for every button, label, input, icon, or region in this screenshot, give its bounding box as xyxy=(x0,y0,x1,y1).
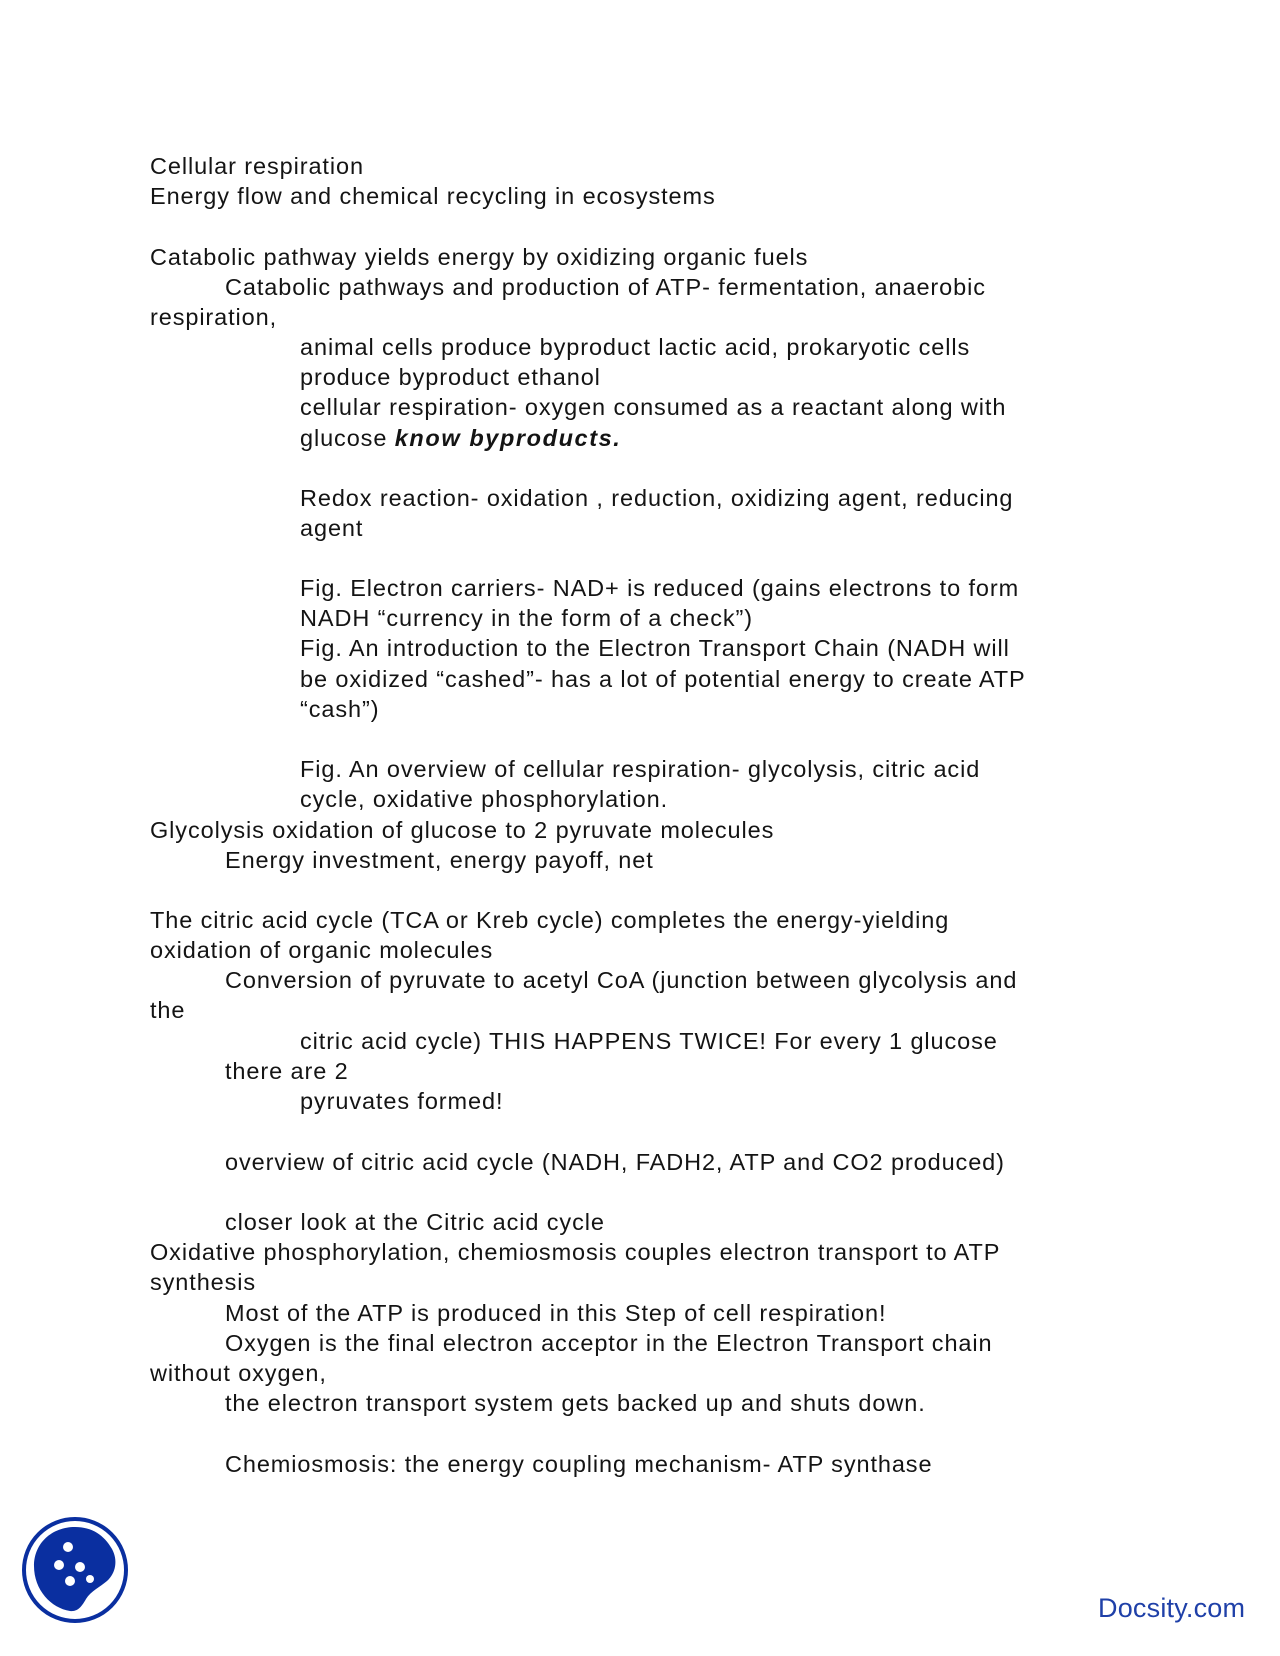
doc-line: Fig. Electron carriers- NAD+ is reduced (gains electrons to form xyxy=(300,575,1020,601)
doc-line: pyruvates formed! xyxy=(300,1088,504,1114)
doc-line: overview of citric acid cycle (NADH, FADH2, ATP and CO2 produced) xyxy=(225,1149,1005,1175)
docsity-logo-icon[interactable] xyxy=(20,1515,130,1625)
doc-line: Oxidative phosphorylation, chemiosmosis couples electron transport to ATP xyxy=(150,1239,1001,1265)
doc-line: produce byproduct ethanol xyxy=(300,364,601,390)
doc-line: without oxygen, xyxy=(150,1360,327,1386)
doc-line: Fig. An introduction to the Electron Transport Chain (NADH will xyxy=(300,635,1010,661)
docsity-brand-link[interactable]: Docsity.com xyxy=(1098,1593,1246,1623)
doc-line: be oxidized “cashed”- has a lot of potential energy to create ATP xyxy=(300,666,1026,692)
doc-line: respiration, xyxy=(150,304,278,330)
doc-line: closer look at the Citric acid cycle xyxy=(225,1209,605,1235)
doc-line: agent xyxy=(300,515,364,541)
doc-line: Most of the ATP is produced in this Step of cell respiration! xyxy=(225,1300,887,1326)
doc-line: Fig. An overview of cellular respiration- glycolysis, citric acid xyxy=(300,756,981,782)
doc-title: Cellular respiration xyxy=(150,153,364,179)
doc-line: “cash”) xyxy=(300,696,380,722)
doc-subtitle: Energy flow and chemical recycling in ecosystems xyxy=(150,183,716,209)
doc-line: the xyxy=(150,997,186,1023)
doc-line: Oxygen is the final electron acceptor in the Electron Transport chain xyxy=(225,1330,993,1356)
doc-line: cycle, oxidative phosphorylation. xyxy=(300,786,669,812)
doc-line: cellular respiration- oxygen consumed as a reactant along with xyxy=(300,394,1007,420)
doc-line: NADH “currency in the form of a check”) xyxy=(300,605,753,631)
doc-line: Redox reaction- oxidation , reduction, oxidizing agent, reducing xyxy=(300,485,1014,511)
doc-line: synthesis xyxy=(150,1269,257,1295)
doc-line: Chemiosmosis: the energy coupling mechanism- ATP synthase xyxy=(225,1451,933,1477)
doc-line: Catabolic pathway yields energy by oxidizing organic fuels xyxy=(150,244,809,270)
doc-line: The citric acid cycle (TCA or Kreb cycle) completes the energy-yielding xyxy=(150,907,950,933)
doc-line: Energy investment, energy payoff, net xyxy=(225,847,654,873)
emphasis-text: know byproducts. xyxy=(394,425,622,451)
doc-line: oxidation of organic molecules xyxy=(150,937,494,963)
doc-text: glucose xyxy=(300,425,388,451)
doc-line: Catabolic pathways and production of ATP- fermentation, anaerobic xyxy=(225,274,986,300)
doc-line: Glycolysis oxidation of glucose to 2 pyruvate molecules xyxy=(150,817,775,843)
doc-line: Conversion of pyruvate to acetyl CoA (junction between glycolysis and xyxy=(225,967,1018,993)
docsity-logo-graphic xyxy=(20,1515,130,1625)
doc-line-with-emphasis xyxy=(300,423,621,453)
doc-line: animal cells produce byproduct lactic acid, prokaryotic cells xyxy=(300,334,971,360)
doc-line: the electron transport system gets backed up and shuts down. xyxy=(225,1390,926,1416)
doc-line: there are 2 xyxy=(225,1058,349,1084)
doc-line: citric acid cycle) THIS HAPPENS TWICE! For every 1 glucose xyxy=(300,1028,998,1054)
